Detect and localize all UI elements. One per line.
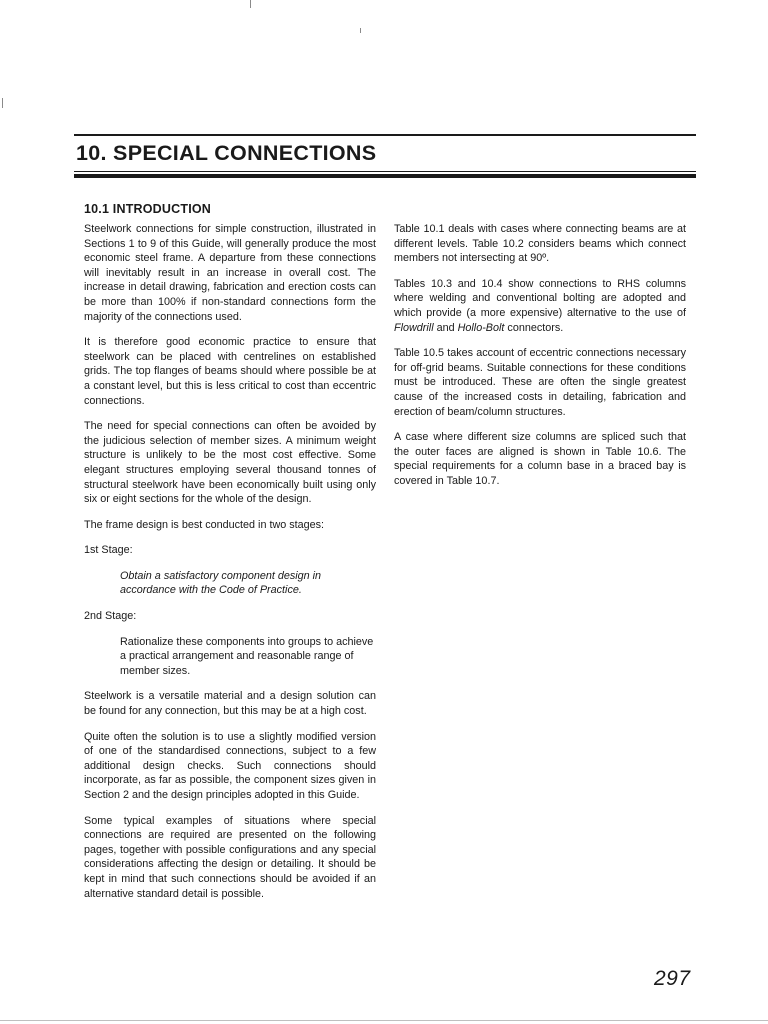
scan-mark-left — [2, 98, 3, 108]
page-bottom-edge — [0, 1020, 768, 1021]
stage-2-label: 2nd Stage: — [84, 610, 137, 623]
title-bottom-thick-rule — [74, 174, 696, 178]
left-column — [84, 202, 376, 912]
tables-paragraph-3: Table 10.5 takes account of eccentric connections necessary for off-grid beams. Suitable connections for these conditions must be introduced. These are often the single greatest cause of the increased costs in detailing, fabrication and erection of beam/column structures. — [394, 347, 686, 418]
title-bottom-thin-rule — [74, 171, 696, 172]
tables-paragraph-2: Tables 10.3 and 10.4 show connections to RHS columns where welding and conventional bolting are adopted and which provide (a more expensive) alternative to the use of Flowdrill and Hollo-Bolt connectors. — [394, 277, 686, 334]
hollo-bolt-term: Hollo-Bolt — [457, 321, 505, 334]
intro-paragraph-6: Quite often the solution is to use a slightly modified version of one of the standardised connections, subject to a few additional design checks. Such connections should incorporate, as far as possible, the component sizes given in Section 2 and the design principles adopted in this Guide. — [84, 730, 376, 801]
scan-mark-top — [250, 0, 251, 8]
intro-paragraph-7: Some typical examples of situations where special connections are required are presented on the following pages, together with possible configurations and any special considerations affecting the design or detailing. It should be kept in mind that such connections should be avoided if an alternative standard detail is possible. — [84, 814, 376, 900]
stage-1-label: 1st Stage: — [84, 544, 133, 557]
intro-paragraph-4: The frame design is best conducted in two stages: — [84, 518, 325, 531]
stage-2-text: Rationalize these components into groups to achieve a practical arrangement and reasonable range of member sizes. — [120, 635, 374, 677]
intro-paragraph-1: Steelwork connections for simple construction, illustrated in Sections 1 to 9 of this Guide, will generally produce the most economic steel frame. A departure from these connections will inevitably result in an increase in overall cost. The increase in detail drawing, fabrication and erection costs can be more than 100% if non-standard connections form the majority of the connections used. — [84, 223, 376, 323]
right-column — [394, 222, 686, 500]
intro-paragraph-2: It is therefore good economic practice to ensure that steelwork can be placed with centrelines on established grids. The top flanges of beams should where possible be at a constant level, but this is less critical to cost than eccentric connections. — [84, 336, 376, 407]
stage-1-text: Obtain a satisfactory component design in accordance with the Code of Practice. — [120, 569, 322, 597]
page-number: 297 — [654, 967, 691, 990]
intro-paragraph-5: Steelwork is a versatile material and a design solution can be found for any connection, but this may be at a high cost. — [84, 690, 376, 718]
intro-paragraph-3: The need for special connections can often be avoided by the judicious selection of member sizes. A minimum weight structure is unlikely to be the most cost effective. Some elegant structures employing several thousand tonnes of structural steelwork have been economically built using only six or eight sections for the whole of the design. — [84, 420, 376, 506]
scan-mark-top-right — [360, 28, 361, 33]
tables-paragraph-1: Table 10.1 deals with cases where connecting beams are at different levels. Table 10.2 considers beams which connect members not intersecting at 90º. — [394, 223, 686, 265]
tables-paragraph-4: A case where different size columns are spliced such that the outer faces are aligned is shown in Table 10.6. The special requirements for a column base in a braced bay is covered in Table 10.7. — [394, 431, 686, 487]
chapter-title: 10. SPECIAL CONNECTIONS — [76, 141, 377, 165]
flowdrill-term: Flowdrill — [394, 321, 434, 334]
title-top-rule — [74, 134, 696, 136]
section-heading: 10.1 INTRODUCTION — [84, 202, 212, 216]
